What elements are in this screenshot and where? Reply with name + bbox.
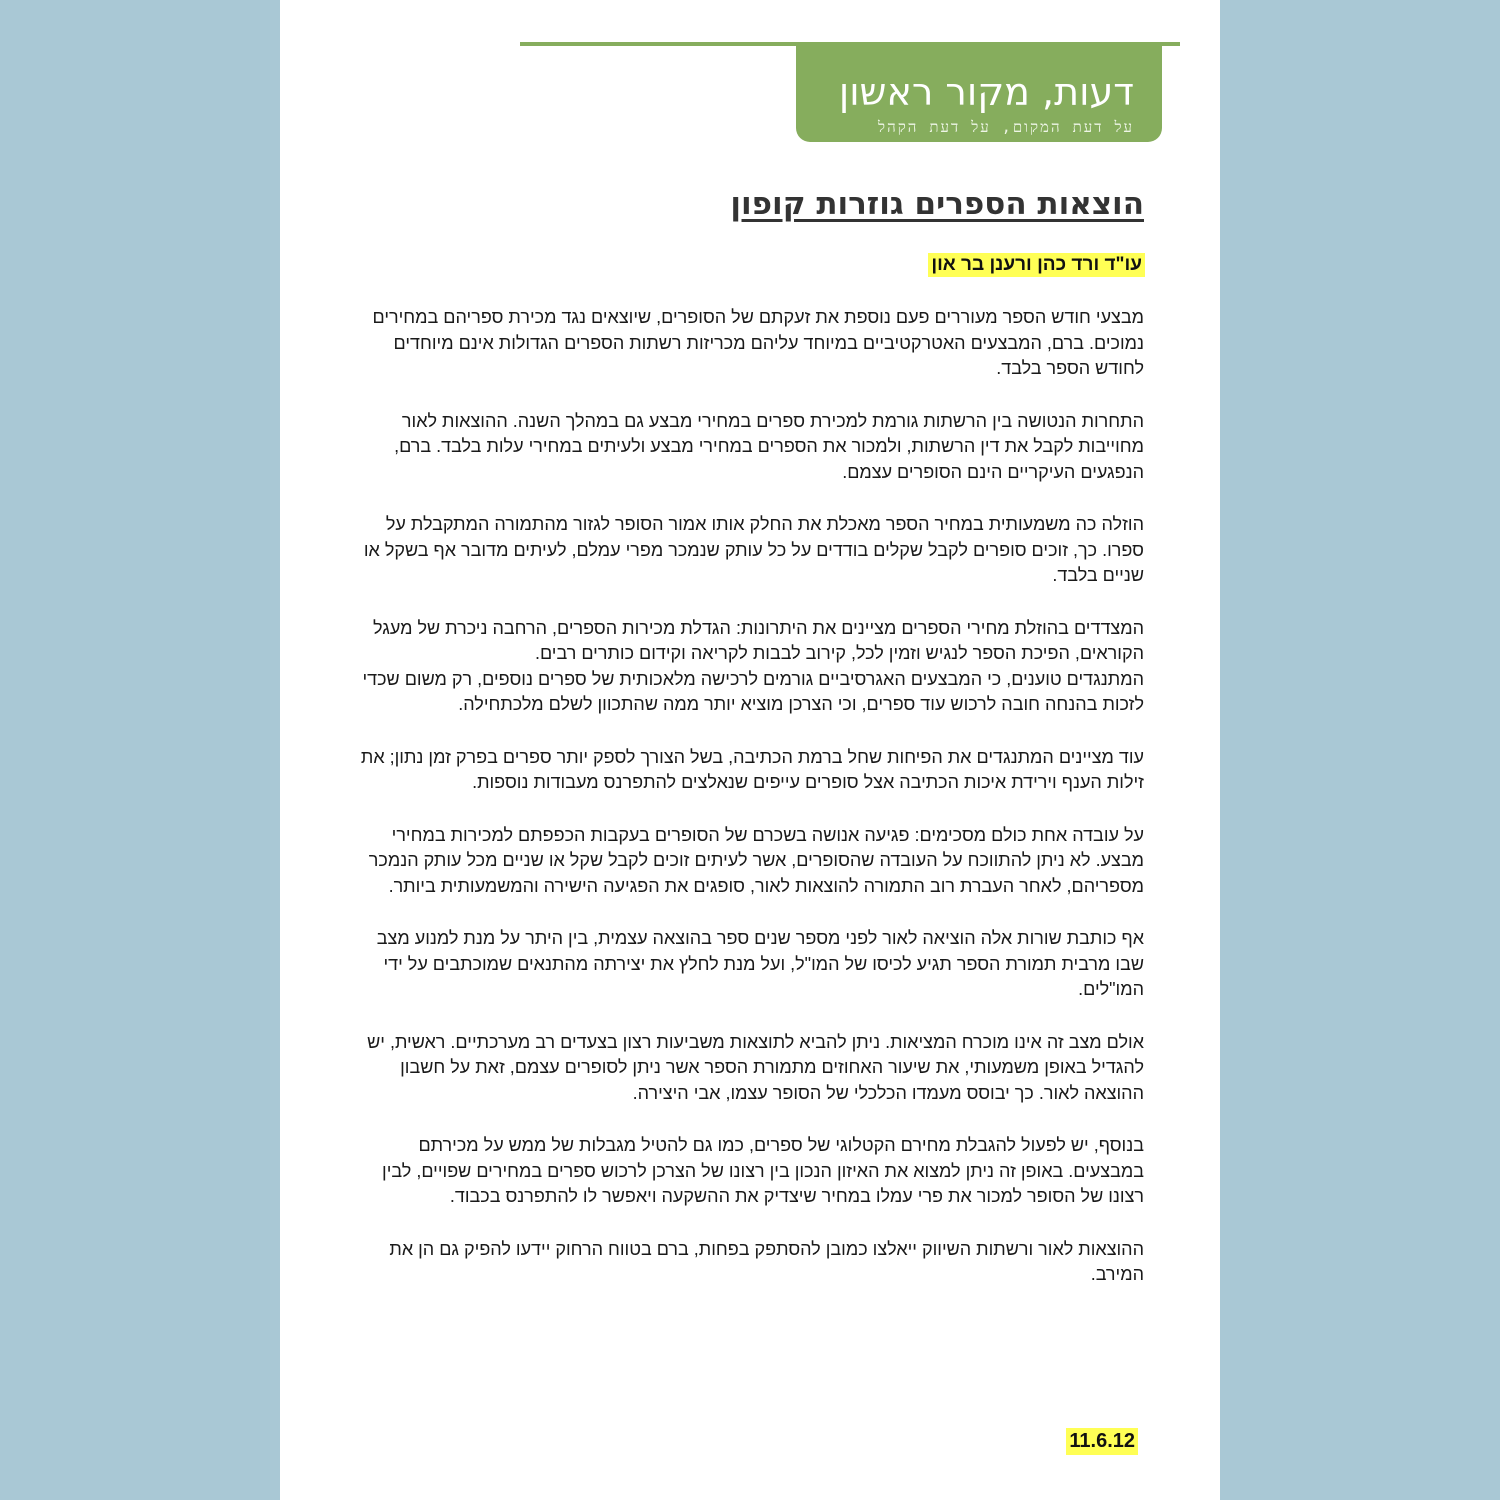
article-date: 11.6.12 (1066, 1428, 1138, 1455)
banner-title: דעות, מקור ראשון (838, 70, 1134, 114)
paragraph-3: הוזלה כה משמעותית במחיר הספר מאכלת את החלק אותו אמור הסופר לגזור מהתמורה המתקבלת על ספרו. כך, זוכים סופרים לקבל שקלים בודדים על כל עותק שנמכר מפרי עמלם, לעיתים מדובר אף בשקל או שניים בלבד. (363, 514, 1144, 585)
paragraph-9: בנוסף, יש לפעול להגבלת מחירם הקטלוגי של ספרים, כמו גם להטיל מגבלות של ממש על מכירתם במבצעים. באופן זה ניתן למצוא את האיזון הנכון בין רצונו של הצרכן לרכוש ספרים במחירים שפויים, לבין רצונו של הסופר למכור את פרי עמלו במחיר שיצדיק את ההשקעה ויאפשר לו להתפרנס בכבוד. (382, 1135, 1144, 1206)
paragraph-5: עוד מציינים המתנגדים את הפיחות שחל ברמת הכתיבה, בשל הצורך לספק יותר ספרים בפרק זמן נתון; את זילות הענף וירידת איכות הכתיבה אצל סופרים עייפים שנאלצים להתפרנס מעבודות נוספות. (360, 746, 1144, 792)
paragraph-2: התחרות הנטושה בין הרשתות גורמת למכירת ספרים במחירי מבצע גם במהלך השנה. ההוצאות לאור מחוייבות לקבל את דין הרשתות, ולמכור את הספרים במחירי מבצע ולעיתים במחירי עלות בלבד. ברם, הנפגעים העיקריים הינם הסופרים עצמם. (394, 410, 1144, 482)
paragraph-6: על עובדה אחת כולם מסכימים: פגיעה אנושה בשכרם של הסופרים בעקבות הכפפתם למכירות במחירי מבצע. לא ניתן להתווכח על העובדה שהסופרים, אשר לעיתים זוכים לקבל שקל או שניים מכל עותק הנמכר מספריהם, לאחר העברת רוב התמורה להוצאות לאור, סופגים את הפגיעה הישירה והמשמעותית ביותר. (368, 824, 1144, 896)
header-banner (796, 44, 1162, 142)
article-title: הוצאות הספרים גוזרות קופון (730, 186, 1144, 222)
paragraph-7: אף כותבת שורות אלה הוציאה לאור לפני מספר שנים ספר בהוצאה עצמית, בין היתר על מנת למנוע מצב שבו מרבית תמורת הספר תגיע לכיסו של המו"ל, ועל מנת לחלץ את יצירתה מהתנאים שמוכתבים על ידי המו"לים. (376, 928, 1144, 999)
article-body (344, 305, 1144, 1315)
document-page (280, 0, 1220, 1500)
article-authors: עו"ד ורד כהן ורענן בר און (928, 253, 1145, 277)
paragraph-4: המצדדים בהוזלת מחירי הספרים מציינים את היתרונות: הגדלת מכירות הספרים, הרחבה ניכרת של מעגל הקוראים, הפיכת הספר לנגיש וזמין לכל, קירוב לבבות לקריאה וקידום כותרים רבים. המתנגדים טוענים, כי המבצעים האגרסיביים גורמים לרכישה מלאכותית של ספרים נוספים, רק משום שכדי לזכות בהנחה חובה לרכוש עוד ספרים, וכי הצרכן מוציא יותר ממה שהתכוון לשלם מלכתחילה. (362, 617, 1144, 714)
banner-tagline: על דעת המקום, על דעת הקהל (878, 118, 1134, 136)
paragraph-8: אולם מצב זה אינו מוכרח המציאות. ניתן להביא לתוצאות משביעות רצון בצעדים רב מערכתיים. ראשית, יש להגדיל באופן משמעותי, את שיעור האחוזים מתמורת הספר אשר ניתן לסופרים עצמם, זאת על חשבון ההוצאה לאור. כך יבוסס מעמדו הכלכלי של הסופר עצמו, אבי היצירה. (367, 1031, 1144, 1103)
paragraph-10: ההוצאות לאור ורשתות השיווק ייאלצו כמובן להסתפק בפחות, ברם בטווח הרחוק יידעו להפיק גם הן את המירב. (389, 1238, 1144, 1284)
paragraph-1: מבצעי חודש הספר מעוררים פעם נוספת את זעקתם של הסופרים, שיוצאים נגד מכירת ספריהם במחירים נמוכים. ברם, המבצעים האטרקטיביים במיוחד עליהם מכריזות רשתות הספרים הגדולות אינם מיוחדים לחודש הספר בלבד. (372, 307, 1144, 378)
